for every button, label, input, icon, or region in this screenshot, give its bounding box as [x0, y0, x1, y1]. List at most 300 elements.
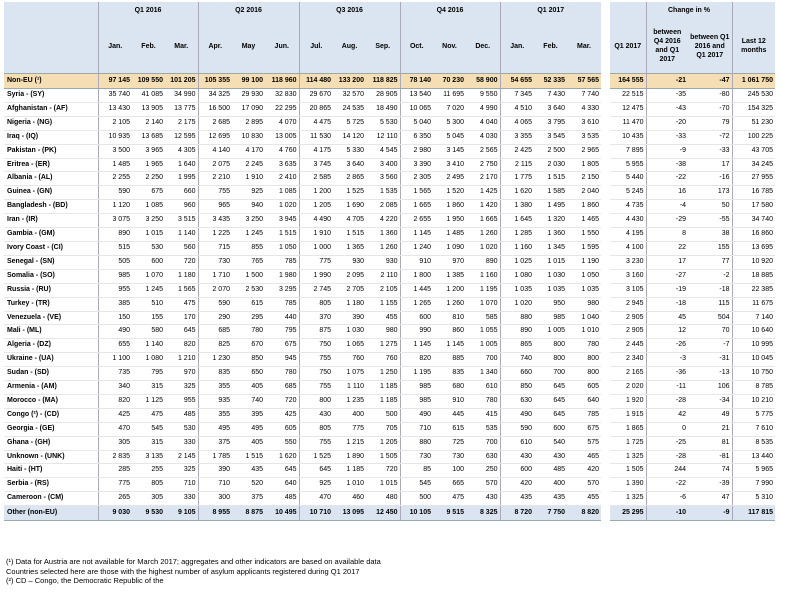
monthly-value-cell: 475 [132, 408, 165, 422]
change-q1-q1-cell: -18 [688, 283, 732, 297]
q1-2017-total-cell: 4 195 [610, 228, 646, 242]
q1-2017-total-cell: 4 735 [610, 200, 646, 214]
monthly-value-cell: 430 [500, 450, 534, 464]
monthly-value-cell: 78 140 [400, 74, 433, 89]
last-12-months-cell: 16 785 [732, 186, 775, 200]
monthly-value-cell: 105 355 [198, 74, 232, 89]
quarter-header: Q4 2016 [400, 2, 500, 19]
monthly-value-cell: 10 065 [400, 102, 433, 116]
monthly-value-cell: 20 865 [299, 102, 333, 116]
monthly-value-cell: 1 200 [433, 283, 466, 297]
month-header: Dec. [466, 19, 500, 74]
last-12-months-cell: 10 640 [732, 325, 775, 339]
column-gap [601, 394, 610, 408]
table-row [4, 200, 775, 214]
month-header: Aug. [333, 19, 366, 74]
monthly-value-cell: 2 305 [400, 172, 433, 186]
monthly-value-cell: 430 [466, 492, 500, 506]
row-label: Bangladesh - (BD) [4, 200, 98, 214]
monthly-value-cell: 1 040 [567, 311, 601, 325]
monthly-value-cell: 1 020 [466, 241, 500, 255]
column-gap [601, 200, 610, 214]
monthly-value-cell: 800 [534, 339, 567, 353]
monthly-value-cell: 985 [534, 311, 567, 325]
monthly-value-cell: 14 120 [333, 130, 366, 144]
last-12-months-cell: 10 210 [732, 394, 775, 408]
monthly-value-cell: 1 665 [466, 214, 500, 228]
monthly-value-cell: 1 990 [299, 269, 333, 283]
monthly-value-cell: 1 210 [165, 353, 198, 367]
column-gap [601, 353, 610, 367]
change-q4-q1-cell: -28 [646, 394, 688, 408]
row-label: Eritrea - (ER) [4, 158, 98, 172]
q1-2017-total-cell: 4 100 [610, 241, 646, 255]
table-row [4, 436, 775, 450]
monthly-value-cell: 960 [165, 200, 198, 214]
row-label: Armenia - (AM) [4, 381, 98, 395]
monthly-value-cell: 1 260 [466, 228, 500, 242]
column-gap [601, 102, 610, 116]
monthly-value-cell: 9 515 [433, 506, 466, 521]
last-12-months-cell: 245 530 [732, 89, 775, 103]
last-12-months-cell: 117 815 [732, 506, 775, 521]
row-label: Algeria - (DZ) [4, 339, 98, 353]
monthly-value-cell: 425 [265, 408, 299, 422]
monthly-value-cell: 1 485 [98, 158, 132, 172]
monthly-value-cell: 155 [132, 311, 165, 325]
monthly-value-cell: 118 825 [366, 74, 400, 89]
table-row [4, 297, 775, 311]
monthly-value-cell: 500 [366, 408, 400, 422]
monthly-value-cell: 4 490 [299, 214, 333, 228]
last-12-months-cell: 51 230 [732, 116, 775, 130]
monthly-value-cell: 775 [98, 478, 132, 492]
monthly-value-cell: 1 860 [433, 200, 466, 214]
monthly-value-cell: 935 [198, 394, 232, 408]
monthly-value-cell: 2 685 [198, 116, 232, 130]
monthly-value-cell: 9 030 [98, 506, 132, 521]
monthly-value-cell: 470 [299, 492, 333, 506]
column-gap [601, 450, 610, 464]
monthly-value-cell: 800 [534, 353, 567, 367]
monthly-value-cell: 1 140 [132, 339, 165, 353]
monthly-value-cell: 720 [165, 255, 198, 269]
monthly-value-cell: 2 585 [299, 172, 333, 186]
table-row [4, 269, 775, 283]
monthly-value-cell: 1 950 [433, 214, 466, 228]
monthly-value-cell: 3 075 [98, 214, 132, 228]
monthly-value-cell: 675 [132, 186, 165, 200]
monthly-value-cell: 390 [333, 311, 366, 325]
month-header: Nov. [433, 19, 466, 74]
monthly-value-cell: 1 090 [433, 241, 466, 255]
column-gap [601, 408, 610, 422]
monthly-value-cell: 99 100 [232, 74, 265, 89]
table-row [4, 241, 775, 255]
change-q1-q1-cell: 70 [688, 325, 732, 339]
monthly-value-cell: 1 525 [299, 450, 333, 464]
monthly-value-cell: 1 505 [366, 450, 400, 464]
monthly-value-cell: 540 [534, 436, 567, 450]
row-label: Sudan - (SD) [4, 367, 98, 381]
column-gap [601, 464, 610, 478]
q1-2017-total-cell: 2 020 [610, 381, 646, 395]
monthly-value-cell: 725 [433, 436, 466, 450]
monthly-value-cell: 1 640 [165, 158, 198, 172]
monthly-value-cell: 1 320 [534, 214, 567, 228]
column-gap [601, 311, 610, 325]
q1-2017-total-cell: 1 920 [610, 394, 646, 408]
last-12-months-cell: 13 440 [732, 450, 775, 464]
change-q1-q1-cell: 47 [688, 492, 732, 506]
monthly-value-cell: 1 980 [265, 269, 299, 283]
row-label: Unknown - (UNK) [4, 450, 98, 464]
monthly-value-cell: 1 185 [366, 394, 400, 408]
monthly-value-cell: 805 [132, 478, 165, 492]
monthly-value-cell: 1 515 [232, 450, 265, 464]
monthly-value-cell: 1 260 [433, 297, 466, 311]
change-q4-q1-cell: 45 [646, 311, 688, 325]
row-label: Serbia - (RS) [4, 478, 98, 492]
monthly-value-cell: 720 [265, 394, 299, 408]
quarter-total-header: Q1 2017 [610, 19, 646, 74]
table-row [4, 158, 775, 172]
monthly-value-cell: 390 [198, 464, 232, 478]
change-q1-q1-cell: 17 [688, 158, 732, 172]
monthly-value-cell: 4 760 [265, 144, 299, 158]
table-row [4, 102, 775, 116]
monthly-value-cell: 12 595 [165, 130, 198, 144]
column-gap [601, 422, 610, 436]
monthly-value-cell: 685 [265, 381, 299, 395]
monthly-value-cell: 1 265 [400, 297, 433, 311]
monthly-value-cell: 1 245 [232, 228, 265, 242]
monthly-value-cell: 70 230 [433, 74, 466, 89]
monthly-value-cell: 1 180 [333, 297, 366, 311]
monthly-value-cell: 645 [265, 464, 299, 478]
row-label: Mali - (ML) [4, 325, 98, 339]
month-header: Feb. [534, 19, 567, 74]
monthly-value-cell: 530 [132, 241, 165, 255]
monthly-value-cell: 10 105 [400, 506, 433, 521]
monthly-value-cell: 4 305 [165, 144, 198, 158]
monthly-value-cell: 3 560 [366, 172, 400, 186]
change-q1-q1-cell: 21 [688, 422, 732, 436]
table-row [4, 283, 775, 297]
monthly-value-cell: 9 105 [165, 506, 198, 521]
monthly-value-cell: 1 240 [400, 241, 433, 255]
last-12-months-cell: 27 955 [732, 172, 775, 186]
monthly-value-cell: 1 785 [198, 450, 232, 464]
monthly-value-cell: 985 [98, 269, 132, 283]
monthly-value-cell: 1 465 [567, 214, 601, 228]
month-header: May [232, 19, 265, 74]
monthly-value-cell: 3 295 [265, 283, 299, 297]
monthly-value-cell: 325 [165, 464, 198, 478]
monthly-value-cell: 755 [299, 436, 333, 450]
monthly-value-cell: 640 [265, 478, 299, 492]
monthly-value-cell: 925 [232, 186, 265, 200]
monthly-value-cell: 925 [299, 478, 333, 492]
monthly-value-cell: 700 [534, 367, 567, 381]
monthly-value-cell: 3 795 [534, 116, 567, 130]
monthly-value-cell: 805 [299, 297, 333, 311]
change-q1-q1-cell: -9 [688, 506, 732, 521]
monthly-value-cell: 6 350 [400, 130, 433, 144]
change-q4-q1-cell: -25 [646, 436, 688, 450]
monthly-value-cell: 1 515 [333, 228, 366, 242]
monthly-value-cell: 780 [232, 325, 265, 339]
monthly-value-cell: 305 [132, 492, 165, 506]
row-label: Guinea - (GN) [4, 186, 98, 200]
monthly-value-cell: 430 [534, 450, 567, 464]
monthly-value-cell: 2 030 [534, 158, 567, 172]
monthly-value-cell: 29 670 [299, 89, 333, 103]
monthly-value-cell: 650 [232, 367, 265, 381]
monthly-value-cell: 485 [165, 408, 198, 422]
month-header: Jun. [265, 19, 299, 74]
change-q4-q1-cell: -35 [646, 89, 688, 103]
row-label: Morocco - (MA) [4, 394, 98, 408]
column-gap [601, 214, 610, 228]
row-label: Albania - (AL) [4, 172, 98, 186]
monthly-value-cell: 1 185 [333, 464, 366, 478]
monthly-value-cell: 8 955 [198, 506, 232, 521]
table-row [4, 186, 775, 200]
change-q1-q1-cell: -16 [688, 172, 732, 186]
monthly-value-cell: 980 [567, 297, 601, 311]
monthly-value-cell: 2 070 [198, 283, 232, 297]
monthly-value-cell: 24 535 [333, 102, 366, 116]
change-q4-q1-cell: -27 [646, 269, 688, 283]
monthly-value-cell: 820 [165, 339, 198, 353]
change-q4-q1-cell: -29 [646, 214, 688, 228]
monthly-value-cell: 950 [534, 297, 567, 311]
monthly-value-cell: 1 080 [132, 353, 165, 367]
quarter-header: Q1 2016 [98, 2, 198, 19]
column-gap [601, 186, 610, 200]
monthly-value-cell: 8 875 [232, 506, 265, 521]
monthly-value-cell: 17 090 [232, 102, 265, 116]
monthly-value-cell: 325 [165, 381, 198, 395]
monthly-value-cell: 1 085 [132, 200, 165, 214]
change-q1-q1-cell: -80 [688, 89, 732, 103]
change-q4-q1-cell: -11 [646, 381, 688, 395]
monthly-value-cell: 1 890 [333, 450, 366, 464]
change-q4-q1-cell: -21 [646, 74, 688, 89]
q1-2017-total-cell: 2 905 [610, 325, 646, 339]
monthly-value-cell: 1 595 [567, 241, 601, 255]
monthly-value-cell: 2 980 [400, 144, 433, 158]
monthly-value-cell: 13 905 [132, 102, 165, 116]
monthly-value-cell: 13 005 [265, 130, 299, 144]
monthly-value-cell: 100 [433, 464, 466, 478]
q1-2017-total-cell: 1 325 [610, 492, 646, 506]
monthly-value-cell: 675 [265, 339, 299, 353]
monthly-value-cell: 1 260 [366, 241, 400, 255]
table-row [4, 89, 775, 103]
table-row [4, 339, 775, 353]
row-label: Other (non-EU) [4, 506, 98, 521]
change-q4-q1-cell: -10 [646, 506, 688, 521]
monthly-value-cell: 600 [500, 464, 534, 478]
monthly-value-cell: 475 [165, 297, 198, 311]
change-q1-q1-cell: -2 [688, 269, 732, 283]
footnote: Countries selected here are those with the highest number of asylum applicants registered during Q1 2017 [6, 566, 360, 576]
change-q1-q1-cell: 49 [688, 408, 732, 422]
monthly-value-cell: 435 [232, 464, 265, 478]
row-label: Somalia - (SO) [4, 269, 98, 283]
monthly-value-cell: 3 545 [534, 130, 567, 144]
monthly-value-cell: 150 [98, 311, 132, 325]
monthly-value-cell: 1 445 [400, 283, 433, 297]
monthly-value-cell: 5 530 [366, 116, 400, 130]
table-row [4, 311, 775, 325]
monthly-value-cell: 930 [366, 255, 400, 269]
asylum-applicants-table-container [4, 2, 775, 521]
monthly-value-cell: 1 145 [433, 339, 466, 353]
monthly-value-cell: 118 960 [265, 74, 299, 89]
monthly-value-cell: 2 255 [98, 172, 132, 186]
change-q4-q1-cell: 12 [646, 325, 688, 339]
monthly-value-cell: 785 [567, 408, 601, 422]
monthly-value-cell: 610 [466, 381, 500, 395]
column-gap [601, 172, 610, 186]
monthly-value-cell: 1 100 [98, 353, 132, 367]
monthly-value-cell: 795 [265, 325, 299, 339]
monthly-value-cell: 655 [98, 339, 132, 353]
monthly-value-cell: 1 805 [567, 158, 601, 172]
monthly-value-cell: 835 [198, 367, 232, 381]
corner-cell [4, 19, 98, 74]
monthly-value-cell: 2 170 [466, 172, 500, 186]
monthly-value-cell: 1 550 [567, 228, 601, 242]
asylum-applicants-table [4, 2, 775, 521]
monthly-value-cell: 2 075 [198, 158, 232, 172]
monthly-value-cell: 1 160 [500, 241, 534, 255]
monthly-value-cell: 1 360 [534, 228, 567, 242]
monthly-value-cell: 800 [567, 367, 601, 381]
change-q1-q1-cell: 155 [688, 241, 732, 255]
monthly-value-cell: 680 [433, 381, 466, 395]
monthly-value-cell: 133 200 [333, 74, 366, 89]
monthly-value-cell: 1 645 [500, 214, 534, 228]
monthly-value-cell: 435 [500, 492, 534, 506]
monthly-value-cell: 780 [466, 394, 500, 408]
monthly-value-cell: 1 380 [500, 200, 534, 214]
monthly-value-cell: 1 010 [333, 478, 366, 492]
monthly-value-cell: 1 250 [366, 367, 400, 381]
q1-2017-total-cell: 25 295 [610, 506, 646, 521]
monthly-value-cell: 7 740 [567, 89, 601, 103]
monthly-value-cell: 1 035 [500, 283, 534, 297]
monthly-value-cell: 1 145 [400, 339, 433, 353]
change-q1-q1-cell: 115 [688, 297, 732, 311]
monthly-value-cell: 1 015 [132, 228, 165, 242]
monthly-value-cell: 800 [567, 353, 601, 367]
change-q1-q1-cell: -47 [688, 74, 732, 89]
change-q1-q1-cell: -70 [688, 102, 732, 116]
change-q1-q1-cell: 106 [688, 381, 732, 395]
monthly-value-cell: 2 040 [567, 186, 601, 200]
monthly-value-cell: 1 665 [400, 200, 433, 214]
monthly-value-cell: 550 [265, 436, 299, 450]
monthly-value-cell: 375 [198, 436, 232, 450]
monthly-value-cell: 910 [400, 255, 433, 269]
monthly-value-cell: 34 990 [165, 89, 198, 103]
monthly-value-cell: 850 [500, 381, 534, 395]
monthly-value-cell: 13 095 [333, 506, 366, 521]
change-q4-q1-cell: -22 [646, 478, 688, 492]
monthly-value-cell: 2 210 [198, 172, 232, 186]
column-gap [601, 269, 610, 283]
monthly-value-cell: 3 500 [98, 144, 132, 158]
change-q1-q1-header: between Q1 2016 and Q1 2017 [688, 19, 732, 74]
monthly-value-cell: 2 110 [366, 269, 400, 283]
monthly-value-cell: 114 480 [299, 74, 333, 89]
monthly-value-cell: 4 220 [366, 214, 400, 228]
monthly-value-cell: 955 [98, 283, 132, 297]
monthly-value-cell: 4 065 [500, 116, 534, 130]
monthly-value-cell: 3 390 [400, 158, 433, 172]
last-12-months-cell: 7 990 [732, 478, 775, 492]
table-row [4, 130, 775, 144]
q1-2017-total-cell: 2 945 [610, 297, 646, 311]
change-q1-q1-cell: 77 [688, 255, 732, 269]
monthly-value-cell: 590 [500, 422, 534, 436]
monthly-value-cell: 1 035 [567, 283, 601, 297]
monthly-value-cell: 455 [366, 311, 400, 325]
change-q4-q1-cell: -4 [646, 200, 688, 214]
last-12-months-cell: 10 750 [732, 367, 775, 381]
month-header: Oct. [400, 19, 433, 74]
monthly-value-cell: 1 075 [333, 367, 366, 381]
last-12-months-cell: 5 965 [732, 464, 775, 478]
monthly-value-cell: 660 [165, 186, 198, 200]
monthly-value-cell: 4 475 [299, 116, 333, 130]
monthly-value-cell: 300 [198, 492, 232, 506]
monthly-value-cell: 4 070 [265, 116, 299, 130]
q1-2017-total-cell: 5 245 [610, 186, 646, 200]
monthly-value-cell: 475 [433, 492, 466, 506]
monthly-value-cell: 7 430 [534, 89, 567, 103]
last-12-months-cell: 13 695 [732, 241, 775, 255]
footnote: (¹) Data for Austria are not available for March 2017; aggregates and other indicators are based on available data [6, 557, 381, 566]
column-gap [601, 297, 610, 311]
change-q1-q1-cell: -55 [688, 214, 732, 228]
monthly-value-cell: 855 [232, 241, 265, 255]
monthly-value-cell: 3 410 [433, 158, 466, 172]
monthly-value-cell: 820 [400, 353, 433, 367]
monthly-value-cell: 730 [433, 450, 466, 464]
month-header: Sep. [366, 19, 400, 74]
row-label: Ukraine - (UA) [4, 353, 98, 367]
monthly-value-cell: 250 [466, 464, 500, 478]
row-label: Congo (²) - (CD) [4, 408, 98, 422]
monthly-value-cell: 775 [299, 255, 333, 269]
table-row [4, 381, 775, 395]
monthly-value-cell: 32 570 [333, 89, 366, 103]
monthly-value-cell: 97 145 [98, 74, 132, 89]
row-label: Afghanistan - (AF) [4, 102, 98, 116]
monthly-value-cell: 685 [198, 325, 232, 339]
monthly-value-cell: 370 [299, 311, 333, 325]
last-12-months-cell: 16 860 [732, 228, 775, 242]
monthly-value-cell: 560 [165, 241, 198, 255]
monthly-value-cell: 600 [132, 255, 165, 269]
monthly-value-cell: 775 [333, 422, 366, 436]
monthly-value-cell: 13 430 [98, 102, 132, 116]
